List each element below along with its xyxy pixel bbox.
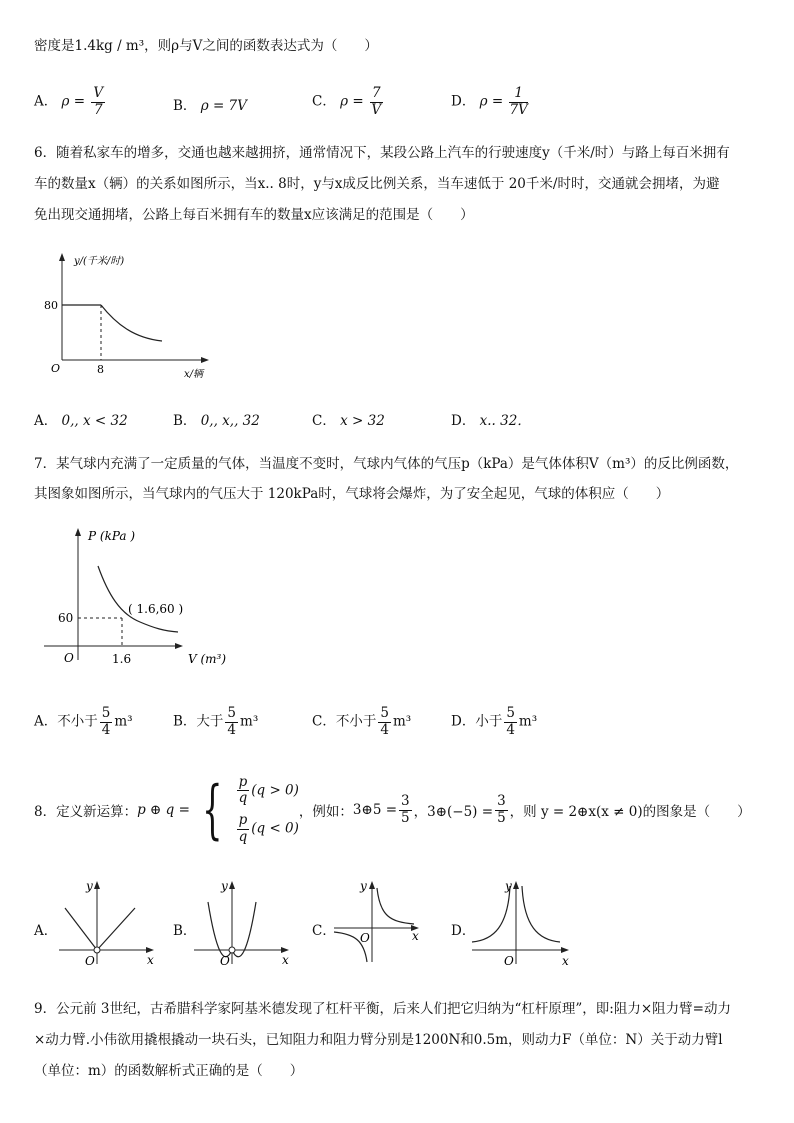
q6-option-c: C． x > 32	[312, 413, 385, 429]
q8-graph-b	[190, 876, 300, 968]
svg-text:y: y	[360, 879, 367, 893]
q8-graph-c	[330, 876, 430, 968]
q6-ytick: 80	[44, 299, 58, 312]
q6-speed-graph	[34, 248, 214, 380]
q6-stem-line1: 6．随着私家车的增多，交通也越来越拥挤，通常情况下，某段公路上汽车的行驶速度y（千米/时）与路上每百米拥有	[34, 145, 730, 161]
q5-option-d: D． ρ = $\frac{1}{7V}$	[451, 85, 528, 118]
q6-ylabel: y/(千米/时)	[74, 256, 125, 267]
q9-stem-line1: 9．公元前 3世纪，古希腊科学家阿基米德发现了杠杆平衡，后来人们把它归纳为“杠杆原理”，即:阻力×阻力臂=动力	[34, 1001, 731, 1017]
q6-origin: O	[51, 362, 61, 375]
q6-stem-line2: 车的数量x（辆）的关系如图所示，当x.. 8时，y与x成反比例关系，当车速低于 20千米/时时，交通就会拥堵，为避	[34, 176, 720, 192]
q8-option-a-label: A．	[34, 923, 58, 939]
svg-text:O: O	[504, 954, 514, 968]
q6-stem-line3: 免出现交通拥堵，公路上每百米拥有车的数量x应该满足的范围是（ ）	[34, 207, 474, 223]
q7-stem-line2: 其图象如图所示，当气球内的气压大于 120kPa时，气球将会爆炸，为了安全起见，气球的体积应（ ）	[34, 486, 670, 502]
q7-option-d: D．小于 $\frac{5}{4}$ m³	[451, 705, 538, 738]
q9-stem-line3: （单位：m）的函数解析式正确的是（ ）	[34, 1063, 304, 1079]
q7-point-label: ( 1.6,60 )	[128, 602, 184, 616]
q7-option-b: B．大于 $\frac{5}{4}$ m³	[173, 705, 259, 738]
q8-option-c-label: C．	[312, 923, 336, 939]
q6-option-d: D． x.. 32．	[451, 413, 531, 429]
q6-option-a: A． 0,, x < 32	[34, 413, 128, 429]
svg-text:x: x	[147, 953, 154, 967]
q7-xtick: 1.6	[112, 652, 132, 666]
svg-text:x: x	[282, 953, 289, 967]
q7-ytick: 60	[58, 611, 74, 625]
q6-option-b: B． 0,, x,, 32	[173, 413, 260, 429]
q7-xlabel: V (m³)	[188, 652, 227, 666]
svg-text:O: O	[360, 931, 370, 945]
svg-text:x: x	[562, 954, 569, 968]
q6-xtick: 8	[97, 363, 104, 376]
q8-graph-a	[55, 876, 165, 968]
q8-option-b-label: B．	[173, 923, 197, 939]
q5-option-a: A． ρ = $\frac{V}{7}$	[34, 85, 104, 118]
q8-graph-d	[468, 876, 578, 968]
q7-pressure-graph	[40, 522, 240, 670]
q5-option-c: C． ρ = $\frac{7}{V}$	[312, 85, 382, 118]
q7-option-a: A．不小于 $\frac{5}{4}$ m³	[34, 705, 133, 738]
svg-text:x: x	[412, 929, 419, 943]
svg-text:y: y	[86, 879, 93, 893]
svg-text:y: y	[505, 879, 512, 893]
svg-text:O: O	[220, 954, 230, 968]
q8-option-d-label: D．	[451, 923, 476, 939]
q7-origin: O	[64, 651, 74, 665]
q7-stem-line1: 7．某气球内充满了一定质量的气体，当温度不变时，气球内气体的气压p（kPa）是气体体积V（m³）的反比例函数，	[34, 456, 739, 472]
q5-option-b: B． ρ = 7V	[173, 98, 247, 114]
q9-stem-line2: ×动力臂.小伟欲用撬根撬动一块石头，已知阻力和阻力臂分别是1200N和0.5m，则动力F（单位：N）关于动力臂l	[34, 1032, 723, 1048]
q5-stem: 密度是1.4kg / m³，则ρ与V之间的函数表达式为（ ）	[34, 38, 378, 54]
svg-text:O: O	[85, 954, 95, 968]
q8-stem: 8．定义新运算： p ⊕ q = { $\frac{p}{q}$ (q > 0) $\frac{p}{q}$ (q < 0) ，例如： 3⊕5 = $\frac{3}{5}$ ，3⊕(−5) = $\frac{3}{5}$ ，则 y = 2⊕x(x ≠ 0)的图象是（ ）	[34, 773, 751, 847]
svg-text:y: y	[221, 879, 228, 893]
q7-option-c: C．不小于 $\frac{5}{4}$ m³	[312, 705, 412, 738]
q7-ylabel: P (kPa )	[88, 529, 136, 543]
q6-xlabel: x/辆	[184, 369, 204, 380]
